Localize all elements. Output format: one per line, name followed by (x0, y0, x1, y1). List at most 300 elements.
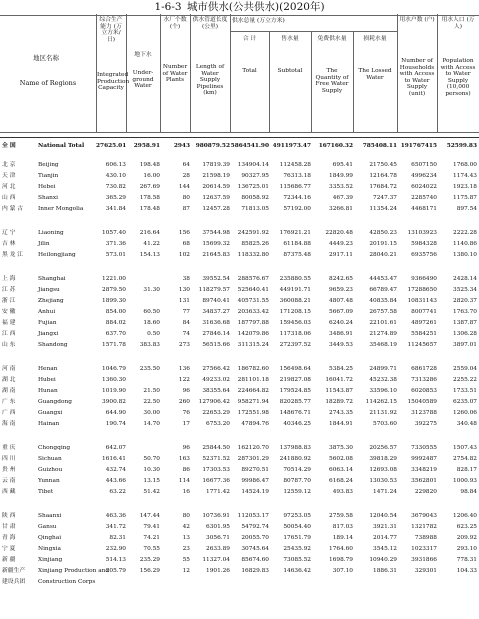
table-cell: 52371.52 (202, 456, 230, 462)
region-name-en: Xinjiang (38, 557, 63, 563)
table-cell: 8242.65 (329, 276, 353, 282)
table-cell: 1019.90 (102, 388, 126, 394)
header-region-zh: 地区名称 (33, 54, 59, 62)
table-cell: 5864541.90 (230, 143, 269, 149)
table-cell: 2222.28 (453, 230, 477, 236)
header-total-en: Total (242, 68, 257, 74)
table-cell: 44453.47 (369, 276, 397, 282)
table-cell: 6024022 (411, 184, 437, 190)
table-cell: 136 (178, 366, 190, 372)
table-cell: 307.10 (332, 568, 353, 574)
table-cell: 3123788 (411, 410, 437, 416)
region-name-zh: 安 徽 (2, 309, 16, 315)
table-cell: 16677.36 (202, 478, 230, 484)
table-cell: 365.29 (105, 195, 126, 201)
table-cell: 6235.07 (453, 399, 477, 405)
table-cell: 25435.92 (283, 546, 311, 552)
table-cell: 17651.79 (283, 535, 311, 541)
table-cell: 10.30 (143, 467, 160, 473)
table-row (0, 274, 479, 285)
table-cell: 127906.42 (198, 399, 230, 405)
table-cell: 1764.60 (329, 546, 353, 552)
table-cell: 11245657 (407, 342, 437, 348)
table-cell: 1471.24 (373, 489, 397, 495)
table-cell: 40346.25 (283, 421, 311, 427)
table-cell: 112458.28 (279, 162, 311, 168)
region-name-zh: 新 疆 (2, 557, 16, 563)
region-name-zh: 内 蒙 古 (2, 206, 24, 212)
table-cell: 10940.29 (369, 557, 397, 563)
table-cell: 606.13 (105, 162, 126, 168)
region-name-en: Henan (38, 366, 58, 372)
table-row (0, 419, 479, 430)
table-row (0, 141, 479, 152)
table-cell: 828.17 (456, 467, 477, 473)
table-row (0, 285, 479, 296)
table-cell: 514.13 (105, 557, 126, 563)
table-cell: 3449.53 (329, 342, 353, 348)
table-row (0, 160, 479, 171)
table-cell: 21598.19 (202, 173, 230, 179)
table-cell: 71813.05 (241, 206, 269, 212)
table-cell: 7313286 (411, 377, 437, 383)
table-cell: 12559.12 (283, 489, 311, 495)
table-cell: 235.29 (139, 557, 160, 563)
region-name-en: Tibet (38, 489, 54, 495)
table-cell: 57192.00 (283, 206, 311, 212)
table-cell: 3525.34 (453, 287, 477, 293)
table-cell: 85825.26 (241, 241, 269, 247)
header-sold-en: Subtotal (277, 68, 303, 74)
table-cell: 281101.18 (237, 377, 269, 383)
table-cell: 61184.88 (283, 241, 311, 247)
table-cell: 90327.95 (241, 173, 269, 179)
table-cell: 341.84 (105, 206, 126, 212)
table-cell: 84 (182, 320, 190, 326)
region-name-en: Hainan (38, 421, 60, 427)
table-row (0, 577, 479, 588)
table-cell: 1023317 (411, 546, 437, 552)
table-cell: 22653.29 (202, 410, 230, 416)
table-cell: 80 (182, 513, 190, 519)
header-supply-zh: 供水总量 (万立方米) (232, 18, 285, 24)
table-cell: 360088.21 (279, 298, 311, 304)
table-cell: 22820.48 (325, 230, 353, 236)
region-name-en: Fujian (38, 320, 57, 326)
region-name-en: Shandong (38, 342, 68, 348)
table-cell: 89740.41 (202, 298, 230, 304)
table-cell: 189.14 (332, 535, 353, 541)
table-cell: 3266.81 (329, 206, 353, 212)
table-cell: 644.90 (105, 410, 126, 416)
table-cell: 11327.04 (202, 557, 230, 563)
table-cell: 1771.42 (206, 489, 230, 495)
table-cell: 1221.00 (102, 276, 126, 282)
table-cell: 463.36 (105, 513, 126, 519)
table-row (0, 329, 479, 340)
region-name-zh: 重 庆 (2, 445, 16, 451)
table-cell: 45232.38 (369, 377, 397, 383)
region-name-zh: 湖 南 (2, 388, 16, 394)
table-cell: 73085.52 (283, 557, 311, 563)
table-cell: 1057.40 (102, 230, 126, 236)
table-cell: 16829.83 (241, 568, 269, 574)
header-ground-en: Under-ground Water (132, 70, 154, 90)
table-cell: 1698.79 (329, 557, 353, 563)
table-cell: 6301.95 (206, 524, 230, 530)
region-name-en: National Total (38, 143, 85, 149)
region-name-zh: 甘 肃 (2, 524, 16, 530)
table-cell: 18289.72 (325, 399, 353, 405)
table-cell: 8007741 (411, 309, 437, 315)
table-cell: 16.00 (143, 173, 160, 179)
table-row (0, 375, 479, 386)
region-name-zh: 四 川 (2, 456, 16, 462)
table-cell: 171208.15 (279, 309, 311, 315)
table-cell: 28 (182, 173, 190, 179)
table-cell: 14.70 (143, 421, 160, 427)
region-name-en: Jiangxi (38, 331, 59, 337)
table-cell: 9366490 (411, 276, 437, 282)
table-cell: 17288650 (407, 287, 437, 293)
table-cell: 176921.21 (279, 230, 311, 236)
table-cell: 1046.79 (102, 366, 126, 372)
table-cell: 203633.42 (237, 309, 269, 315)
table-cell: 16 (182, 489, 190, 495)
table-cell: 12164.78 (369, 173, 397, 179)
table-cell: 6020853 (411, 388, 437, 394)
table-cell: 77 (182, 309, 190, 315)
table-cell: 341.72 (105, 524, 126, 530)
table-cell: 884.02 (105, 320, 126, 326)
header-free-en: The Quantity of Free Water Supply (315, 68, 349, 94)
region-name-zh: 新疆生产 (2, 568, 26, 574)
table-cell: 23 (182, 546, 190, 552)
table-cell: 6240.24 (329, 320, 353, 326)
table-cell: 5703.60 (373, 421, 397, 427)
table-cell: 9992487 (411, 456, 437, 462)
table-cell: 49233.02 (202, 377, 230, 383)
table-cell: 1901.26 (206, 568, 230, 574)
header-households-en: Number of Households with Access to Water Supply (unit) (399, 58, 435, 97)
region-name-zh: 广 西 (2, 410, 16, 416)
table-cell: 3900.82 (102, 399, 126, 405)
table-cell: 219827.08 (279, 377, 311, 383)
table-cell: 117318.06 (279, 331, 311, 337)
table-cell: 493.83 (332, 489, 353, 495)
table-cell: 80787.70 (283, 478, 311, 484)
table-cell: 2917.11 (329, 252, 353, 258)
table-cell: 0.50 (147, 331, 160, 337)
region-name-zh: 浙 江 (2, 298, 16, 304)
table-row (0, 443, 479, 454)
header-population-en: Population with Access to Water Supply (10,000 persons) (440, 58, 476, 97)
table-cell: 21274.89 (369, 331, 397, 337)
table-cell: 293.10 (456, 546, 477, 552)
table-cell: 17684.72 (369, 184, 397, 190)
table-cell: 118332.80 (237, 252, 269, 258)
region-name-zh: 天 津 (2, 173, 16, 179)
region-name-zh: 江 苏 (2, 287, 16, 293)
table-cell: 186782.60 (237, 366, 269, 372)
table-cell: 21131.92 (369, 410, 397, 416)
table-cell: 443.66 (105, 478, 126, 484)
table-cell: 114262.15 (365, 399, 397, 405)
table-cell: 3348219 (411, 467, 437, 473)
table-cell: 1733.51 (453, 388, 477, 394)
table-cell: 785408.11 (362, 143, 397, 149)
table-row (0, 465, 479, 476)
table-cell: 130 (178, 287, 190, 293)
table-cell: 2958.91 (133, 143, 160, 149)
region-name-en: Shanghai (38, 276, 66, 282)
table-cell: 1360.30 (102, 377, 126, 383)
table-row (0, 193, 479, 204)
table-cell: 13103923 (407, 230, 437, 236)
table-cell: 22101.61 (369, 320, 397, 326)
table-cell: 172551.98 (237, 410, 269, 416)
header-region-en: Name of Regions (19, 79, 77, 87)
table-cell: 13030.53 (369, 478, 397, 484)
region-name-zh: 陕 西 (2, 513, 16, 519)
table-cell: 87 (182, 206, 190, 212)
table-cell: 74.21 (143, 535, 160, 541)
header-free-zh: 免费供水量 (317, 36, 347, 42)
table-cell: 112053.17 (237, 513, 269, 519)
table-cell: 70.55 (143, 546, 160, 552)
table-cell: 10831143 (407, 298, 437, 304)
table-cell: 897.54 (456, 206, 477, 212)
table-row (0, 386, 479, 397)
region-name-zh: 河 南 (2, 366, 16, 372)
table-cell: 329301 (414, 568, 437, 574)
header-population-zh: 用水人口 (万人) (441, 17, 475, 30)
region-name-en: Inner Mongolia (38, 206, 84, 212)
table-title: 城市供水(公共供水)(2020年) (186, 1, 325, 13)
table-cell: 72344.16 (283, 195, 311, 201)
table-cell: 449191.71 (279, 287, 311, 293)
table-cell: 142079.86 (237, 331, 269, 337)
region-name-zh: 贵 州 (2, 467, 16, 473)
table-cell: 1000.93 (453, 478, 477, 484)
table-cell: 144 (178, 184, 190, 190)
table-cell: 25844.50 (202, 445, 230, 451)
table-cell: 122 (178, 377, 190, 383)
table-row (0, 511, 479, 522)
table-cell: 13 (182, 535, 190, 541)
region-name-en: Hubei (38, 377, 56, 383)
table-cell: 114 (178, 478, 190, 484)
table-cell: 6935756 (411, 252, 437, 258)
table-cell: 637.70 (105, 331, 126, 337)
table-cell: 3486.91 (329, 331, 353, 337)
table-cell: 30745.64 (241, 546, 269, 552)
region-name-en: Tianjin (38, 173, 59, 179)
table-cell: 85674.60 (241, 557, 269, 563)
table-cell: 99986.47 (241, 478, 269, 484)
table-row (0, 408, 479, 419)
table-cell: 287301.29 (237, 456, 269, 462)
table-cell: 97253.05 (283, 513, 311, 519)
table-cell: 1321782 (411, 524, 437, 530)
table-cell: 4911973.47 (272, 143, 311, 149)
region-name-en: Guangxi (38, 410, 63, 416)
table-cell: 190.74 (105, 421, 126, 427)
table-cell: 288576.67 (237, 276, 269, 282)
table-cell: 980879.52 (195, 143, 230, 149)
table-cell: 229820 (414, 489, 437, 495)
table-cell: 1886.31 (373, 568, 397, 574)
table-row (0, 487, 479, 498)
table-cell: 50054.40 (283, 524, 311, 530)
region-name-en: Yunnan (38, 478, 60, 484)
table-cell: 39818.29 (369, 456, 397, 462)
region-name-en: Jiangsu (38, 287, 60, 293)
header-sold-zh: 售水量 (281, 36, 299, 42)
table-row (0, 296, 479, 307)
table-cell: 2820.37 (453, 298, 477, 304)
table-cell: 958271.94 (237, 399, 269, 405)
table-cell: 642.07 (105, 445, 126, 451)
table-cell: 31636.68 (202, 320, 230, 326)
table-cell: 2255.22 (453, 377, 477, 383)
table-cell: 1260.06 (453, 410, 477, 416)
table-row (0, 544, 479, 555)
table-cell: 4449.23 (329, 241, 353, 247)
table-cell: 76313.18 (283, 173, 311, 179)
table-cell: 467.39 (332, 195, 353, 201)
table-cell: 1763.70 (453, 309, 477, 315)
table-cell: 2285740 (411, 195, 437, 201)
table-cell: 6861728 (411, 366, 437, 372)
table-cell: 6168.24 (329, 478, 353, 484)
table-cell: 2743.35 (329, 410, 353, 416)
table-number: 1-6-3 (154, 1, 182, 13)
table-cell: 3545.12 (373, 546, 397, 552)
table-cell: 51.42 (143, 489, 160, 495)
header-pipe-en: Length of Water Supply Pipelines (km) (195, 64, 225, 97)
table-cell: 12457.28 (202, 206, 230, 212)
table-cell: 14636.42 (283, 568, 311, 574)
table-cell: 87375.48 (283, 252, 311, 258)
table-cell: 854.00 (105, 309, 126, 315)
region-name-zh: 建设兵团 (2, 579, 26, 585)
table-cell: 56515.66 (202, 342, 230, 348)
table-cell: 39552.54 (202, 276, 230, 282)
table-cell: 86 (182, 467, 190, 473)
region-name-en: Liaoning (38, 230, 64, 236)
table-cell: 267.69 (139, 184, 160, 190)
table-cell: 3875.30 (329, 445, 353, 451)
table-cell: 2754.82 (453, 456, 477, 462)
region-name-en: Sichuan (38, 456, 62, 462)
table-cell: 33596.10 (369, 388, 397, 394)
table-cell: 24899.71 (369, 366, 397, 372)
table-cell: 1306.28 (453, 331, 477, 337)
table-row (0, 522, 479, 533)
table-cell: 179524.85 (279, 388, 311, 394)
table-cell: 52599.83 (446, 143, 477, 149)
header-prod-cap-zh: 综合生产能力 (万立方米/日) (99, 17, 123, 43)
table-cell: 16041.72 (325, 377, 353, 383)
table-cell: 79.41 (143, 524, 160, 530)
page-title (0, 1, 479, 14)
table-cell: 17 (182, 421, 190, 427)
table-cell: 21750.45 (369, 162, 397, 168)
table-cell: 191767415 (400, 143, 437, 149)
table-cell: 17819.39 (202, 162, 230, 168)
table-cell: 27625.01 (96, 143, 127, 149)
table-cell: 178.48 (139, 206, 160, 212)
region-name-en: Heilongjiang (38, 252, 76, 258)
table-cell: 98.84 (460, 489, 477, 495)
region-name-en: Hunan (38, 388, 58, 394)
table-row (0, 239, 479, 250)
table-cell: 242591.92 (237, 230, 269, 236)
table-cell: 4807.48 (329, 298, 353, 304)
table-cell: 80058.92 (241, 195, 269, 201)
table-cell: 70514.29 (283, 467, 311, 473)
table-cell: 147.44 (139, 513, 160, 519)
table-row (0, 566, 479, 577)
region-name-en: Construction Corps (38, 579, 96, 585)
table-cell: 63.22 (109, 489, 126, 495)
table-cell: 38 (182, 276, 190, 282)
table-row (0, 182, 479, 193)
table-cell: 1571.78 (102, 342, 126, 348)
table-cell: 136725.01 (237, 184, 269, 190)
table-cell: 1849.99 (329, 173, 353, 179)
table-cell: 5667.09 (329, 309, 353, 315)
table-cell: 730.82 (105, 184, 126, 190)
table-cell: 205.79 (105, 568, 126, 574)
header-prod-cap-en: Integrated Production Capacity (97, 72, 130, 92)
table-cell: 35468.19 (369, 342, 397, 348)
region-name-en: Qinghai (38, 535, 62, 541)
table-cell: 12 (182, 568, 190, 574)
table-cell: 9659.23 (329, 287, 353, 293)
table-cell: 2014.77 (373, 535, 397, 541)
table-cell: 405731.55 (237, 298, 269, 304)
table-cell: 12637.59 (202, 195, 230, 201)
region-name-zh: 广 东 (2, 399, 16, 405)
table-cell: 178.58 (139, 195, 160, 201)
table-cell: 38355.64 (202, 388, 230, 394)
table-cell: 40835.84 (369, 298, 397, 304)
table-cell: 3921.31 (373, 524, 397, 530)
table-cell: 42 (182, 524, 190, 530)
table-cell: 10736.91 (202, 513, 230, 519)
table-cell: 102 (178, 252, 190, 258)
region-name-zh: 吉 林 (2, 241, 16, 247)
table-cell: 432.74 (105, 467, 126, 473)
region-name-en: Xinjiang Production and (38, 568, 110, 574)
table-cell: 47894.76 (241, 421, 269, 427)
table-cell: 1174.43 (453, 173, 477, 179)
table-cell: 30.00 (143, 410, 160, 416)
table-cell: 623.25 (456, 524, 477, 530)
table-cell: 26757.58 (369, 309, 397, 315)
table-cell: 1923.18 (453, 184, 477, 190)
table-cell: 1899.30 (102, 298, 126, 304)
region-name-zh: 上 海 (2, 276, 16, 282)
header-plants-zh: 水厂个数 (个) (163, 17, 187, 30)
region-name-zh: 西 藏 (2, 489, 16, 495)
table-cell: 5984328 (411, 241, 437, 247)
table-cell: 3562801 (411, 478, 437, 484)
table-row (0, 476, 479, 487)
region-name-zh: 全 国 (2, 143, 16, 149)
